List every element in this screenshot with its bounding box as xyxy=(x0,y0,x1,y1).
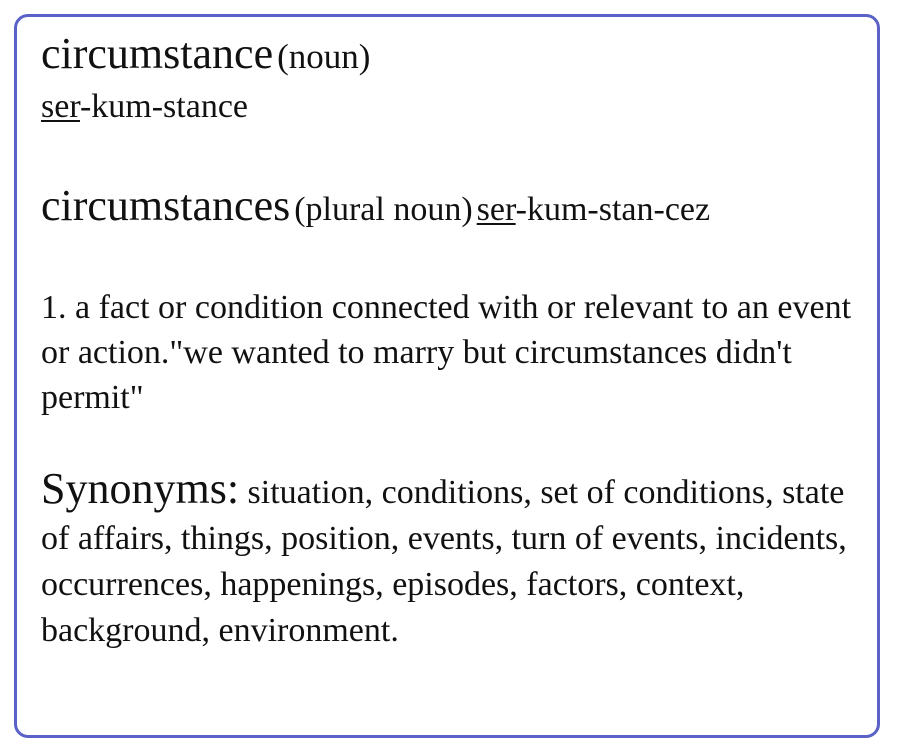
dictionary-entry xyxy=(41,31,863,654)
plural-entry xyxy=(41,183,863,239)
pronunciation xyxy=(41,87,863,127)
pronunciation-stressed-syllable: ser xyxy=(41,88,80,125)
dictionary-card xyxy=(14,14,880,738)
plural-line xyxy=(41,183,863,239)
synonyms-label: Synonyms: xyxy=(41,464,240,513)
definition: 1. a fact or condition connected with or relevant to an event or action."we wanted to marry but circumstances didn't permit" xyxy=(41,289,852,416)
headword: circumstance xyxy=(41,29,274,78)
plural-pronunciation xyxy=(477,191,710,228)
plural-pronunciation-stressed-syllable: ser xyxy=(476,191,516,228)
headword-line xyxy=(41,31,863,87)
part-of-speech: (noun) xyxy=(277,37,371,76)
synonyms-list: situation, conditions, set of conditions, state of affairs, things, position, events, turn of events, incidents, occurrences, happenings, episodes, factors, context, background, environment. xyxy=(41,474,847,649)
plural-headword: circumstances xyxy=(41,181,291,230)
pronunciation-rest: -kum-stance xyxy=(79,88,249,125)
plural-pronunciation-rest: -kum-stan-cez xyxy=(515,191,711,228)
synonyms xyxy=(41,466,863,654)
plural-part-of-speech: (plural noun) xyxy=(294,191,473,228)
